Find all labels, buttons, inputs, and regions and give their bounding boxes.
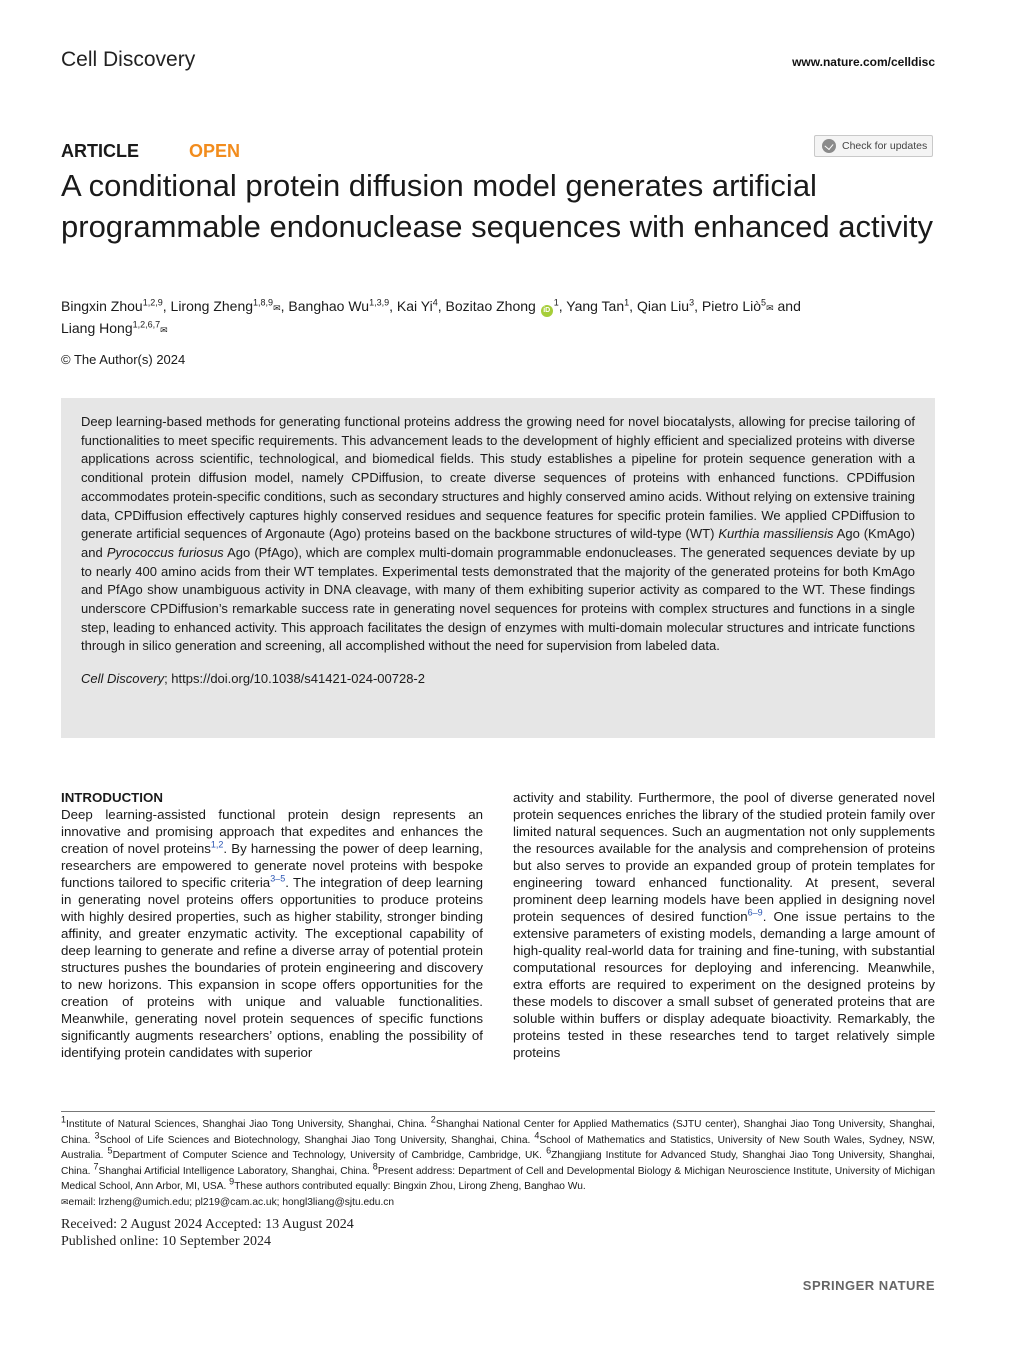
open-access-label: OPEN [189,141,241,161]
author-affiliation: 1,8,9 [253,297,274,308]
affiliation-text: Shanghai Artificial Intelligence Laboratory, Shanghai, China. [98,1165,373,1177]
published-date: Published online: 10 September 2024 [61,1234,271,1249]
author-affiliation: 3 [689,297,695,308]
author-affiliation: 5 [761,297,767,308]
author-affiliation: 1,3,9 [369,297,390,308]
envelope-icon: ✉ [61,1196,69,1207]
citation-journal: Cell Discovery [81,671,165,687]
author-affiliation: 1,2,9 [142,297,163,308]
affiliation-text: Present address: Department of Cell and Developmental Biology & Michigan Neuroscience Institute, University of Michigan Medical School, Ann Arbor, MI, USA. [61,1165,935,1192]
body-column-right [513,789,935,1061]
body-text: . One issue pertains to the extensive parameters of existing models, demanding a large amount of high-quality real-world data for training and fine-tuning, with substantial computational resources for deploying and inferencing. Meanwhile, extra efforts are required to experiment on the designed proteins by these models to discover a small subset of generated proteins that are soluble within buffers or display adequate bioactivity. Remarkably, the proteins tested in these researches tend to target relatively simple proteins [513,909,935,1060]
abstract-segment: Ago (PfAgo), which are complex multi-domain programmable endonucleases. The generated sequences deviate by up to nearly 400 amino acids from their WT templates. Experimental tests demonstrated that the majority of the generated proteins for both KmAgo and PfAgo show unambiguous activity in DNA cleavage, with many of them exhibiting superior activity as compared to the WT. These findings underscore CPDiffusion’s remarkable success rate in generating novel sequences for proteins with complex structures and functions in a single step, leading to enhanced activity. This approach facilitates the design of enzymes with multi-domain molecular structures and intricate functions through in silico generation and screening, all accomplished without the need for supervision from labeled data. [81,544,915,654]
affiliation-number: 9 [229,1176,235,1187]
author-affiliation: 1,2,6,7 [132,318,161,329]
check-updates-icon [822,139,836,153]
abstract-segment: Deep learning-based methods for generating functional proteins address the growing need for novel biocatalysts, allowing for precise tailoring of functionalities to meet specific requirements. This advancement leads to the development of highly efficient and specialized proteins with diverse applications across scientific, technological, and biomedical fields. This study establishes a pipeline for protein sequence generation with a conditional protein diffusion model, namely CPDiffusion, to create diverse sequences of proteins with enhanced functions. CPDiffusion accommodates protein-specific conditions, such as secondary structures and highly conserved amino acids. Without relying on extensive training data, CPDiffusion effectively captures highly conserved residues and sequence features for specific protein families. We applied CPDiffusion to generate artificial sequences of Argonaute (Ago) proteins based on the backbone structures of wild-type (WT) [81,414,915,542]
reference-link[interactable]: 3–5 [270,873,286,884]
affiliation-number: 8 [372,1161,378,1172]
footnote-divider [61,1111,935,1112]
affiliation-text: These authors contributed equally: Bingxin Zhou, Lirong Zheng, Banghao Wu. [234,1181,586,1192]
affiliation-text: School of Life Sciences and Biotechnology, Shanghai Jiao Tong University, Shanghai, China. [99,1134,535,1146]
species-name: Pyrococcus [106,544,175,560]
author-conjunction: and [777,298,801,314]
check-updates-label: Check for updates [842,140,928,152]
check-for-updates-button[interactable] [814,135,933,157]
corresponding-emails[interactable]: email: lrzheng@umich.edu; pl219@cam.ac.uk; hongl3liang@sjtu.edu.cn [68,1196,395,1208]
author-name: Bozitao Zhong [445,298,536,314]
affiliation-text: Department of Computer Science and Technology, University of Cambridge, Cambridge, UK. [112,1150,547,1161]
received-accepted-date: Received: 2 August 2024 Accepted: 13 August 2024 [61,1217,354,1232]
article-type-label: ARTICLE [61,141,139,161]
species-name: furiosus [178,544,224,560]
author-affiliation: 1 [553,297,559,308]
affiliations [61,1114,935,1210]
affiliation-number: 7 [93,1161,99,1172]
body-text: Deep learning-assisted functional protein design represents an innovative and promising approach that expedites and enhances the creation of novel proteins [61,807,483,856]
author-name: Yang Tan [566,298,625,314]
author-name: Banghao Wu [288,298,370,314]
body-paragraph [513,789,935,1061]
section-heading: INTRODUCTION [61,790,163,805]
author-name: Liang Hong [61,319,133,336]
affiliation-number: 2 [430,1114,436,1125]
author-affiliation: 1 [624,297,630,308]
journal-website-link[interactable]: www.nature.com/celldisc [792,55,935,69]
copyright-notice: © The Author(s) 2024 [61,352,186,367]
article-dates [61,1216,354,1250]
body-paragraph [61,806,483,1061]
author-name: Kai Yi [396,298,433,314]
article-title: A conditional protein diffusion model generates artificial programmable endonuclease sequences with enhanced activity [61,168,933,244]
species-name: Kurthia massiliensis [718,526,834,542]
body-column-left [61,789,483,1061]
affiliation-number: 6 [546,1145,552,1156]
affiliation-number: 4 [534,1130,540,1141]
orcid-icon[interactable]: iD [541,305,553,317]
envelope-icon[interactable]: ✉ [273,303,281,313]
doi-link[interactable]: ; https://doi.org/10.1038/s41421-024-00728-2 [164,671,425,687]
body-text: activity and stability. Furthermore, the pool of diverse generated novel protein sequences enriches the library of the studied protein family over limited natural sequences. Such an augmentation not only supplements the resources available for the analysis and comprehension of proteins but also serves to provide an expanded group of protein templates for engineering toward enhanced functionality. At present, several prominent deep learning models have been applied in designing novel protein sequences of desired function [513,790,935,924]
affiliation-number: 1 [61,1114,67,1125]
author-name: Bingxin Zhou [61,298,143,314]
author-name: Qian Liu [636,298,690,314]
affiliation-text: Zhangjiang Institute for Advanced Study, Shanghai Jiao Tong University, Shanghai, China. [61,1150,935,1177]
affiliation-number: 5 [107,1145,113,1156]
author-list: Bingxin Zhou$^{1,2,9}$, Lirong Zheng$^{1,8,9}$✉, Banghao Wu$^{1,3,9}$, Kai Yi$^4$, Bozitao Zhong $iD^1$, Yang Tan$^1$, Qian Liu$^3$, Pietro Liò$^5$✉ and Liang Hong$^{1,2,6,7}$✉ [61,297,801,336]
abstract-box [61,398,935,738]
reference-link[interactable]: 6–9 [747,907,763,918]
reference-link[interactable]: 1,2 [210,839,224,850]
envelope-icon[interactable]: ✉ [160,324,168,335]
affiliation-number: 3 [94,1130,100,1141]
envelope-icon[interactable]: ✉ [766,303,774,313]
abstract-segment: Ago (KmAgo) and [81,526,915,560]
publisher-logo: SPRINGER NATURE [802,1278,935,1293]
author-name: Pietro Liò [701,298,762,314]
affiliation-text: Institute of Natural Sciences, Shanghai Jiao Tong University, Shanghai, China. [66,1119,431,1130]
author-name: Lirong Zheng [170,298,254,314]
affiliation-text: School of Mathematics and Statistics, University of New South Wales, Sydney, NSW, Australia. [61,1134,935,1161]
affiliation-text: Shanghai National Center for Applied Mathematics (SJTU center), Shanghai Jiao Tong University, Shanghai, China. [61,1119,935,1146]
author-affiliation: 4 [432,297,438,308]
citation-line [81,671,915,686]
journal-name: Cell Discovery [61,48,196,71]
abstract-text [81,413,915,656]
body-text: . By harnessing the power of deep learning, researchers are empowered to generate novel proteins with bespoke functions tailored to specific criteria [61,841,484,890]
body-text: . The integration of deep learning in generating novel proteins offers opportunities to produce proteins with highly desired properties, such as higher stability, stronger binding affinity, and greater enzymatic activity. The exceptional capability of deep learning to generate and refine a diverse array of potential protein structures pushes the boundaries of protein engineering and discovery to new horizons. This expansion in scope offers opportunities for the creation of proteins with unique and valuable functionalities. Meanwhile, generating novel protein sequences of specific functions significantly augments researchers’ options, enabling the possibility of identifying protein candidates with superior [61,875,484,1060]
